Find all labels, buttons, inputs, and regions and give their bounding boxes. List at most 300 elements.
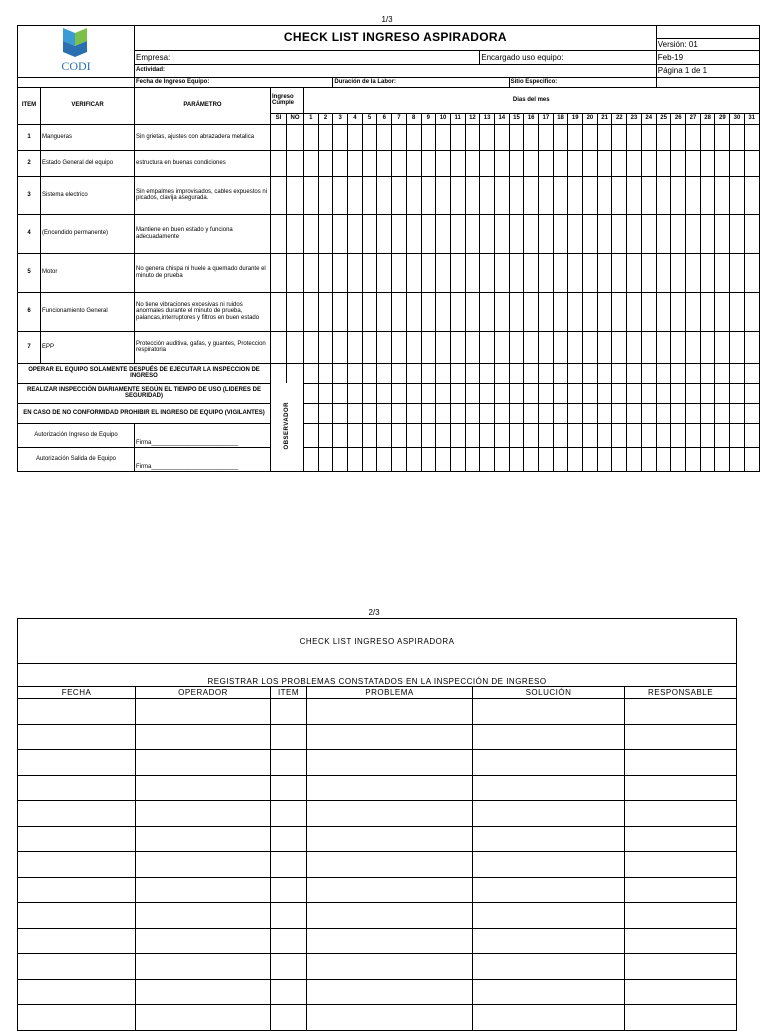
observer-cell[interactable] [304, 447, 319, 471]
log-cell[interactable] [18, 903, 136, 929]
check-cell[interactable] [583, 124, 598, 150]
observer-cell[interactable] [436, 363, 451, 383]
observer-cell[interactable] [715, 423, 730, 447]
observer-cell[interactable] [362, 423, 377, 447]
check-cell[interactable] [465, 176, 480, 214]
check-cell[interactable] [392, 124, 407, 150]
check-cell[interactable] [421, 331, 436, 363]
observer-cell[interactable] [494, 447, 509, 471]
check-cell[interactable] [715, 124, 730, 150]
check-cell[interactable] [671, 292, 686, 331]
observer-cell[interactable] [583, 403, 598, 423]
observer-cell[interactable] [568, 403, 583, 423]
log-cell[interactable] [271, 852, 307, 878]
check-cell[interactable] [392, 214, 407, 253]
check-cell[interactable] [583, 214, 598, 253]
check-cell[interactable] [362, 331, 377, 363]
observer-cell[interactable] [333, 363, 348, 383]
check-cell[interactable] [421, 292, 436, 331]
observer-cell[interactable] [730, 423, 745, 447]
check-cell[interactable] [583, 331, 598, 363]
check-cell[interactable] [450, 150, 465, 176]
observer-cell[interactable] [597, 447, 612, 471]
log-cell[interactable] [18, 750, 136, 776]
observer-cell[interactable] [436, 403, 451, 423]
check-cell[interactable] [436, 150, 451, 176]
log-cell[interactable] [18, 699, 136, 725]
check-cell[interactable] [480, 214, 495, 253]
observer-cell[interactable] [421, 423, 436, 447]
check-cell[interactable] [318, 292, 333, 331]
observer-cell[interactable] [730, 447, 745, 471]
observer-cell[interactable] [421, 383, 436, 403]
observer-cell[interactable] [304, 383, 319, 403]
log-cell[interactable] [473, 775, 625, 801]
log-cell[interactable] [307, 724, 473, 750]
log-cell[interactable] [625, 852, 737, 878]
log-cell[interactable] [136, 775, 271, 801]
check-cell[interactable] [612, 331, 627, 363]
log-cell[interactable] [625, 775, 737, 801]
log-cell[interactable] [271, 699, 307, 725]
log-cell[interactable] [271, 928, 307, 954]
check-cell[interactable] [348, 214, 363, 253]
check-cell[interactable] [436, 124, 451, 150]
check-cell[interactable] [612, 253, 627, 292]
log-cell[interactable] [307, 801, 473, 827]
log-cell[interactable] [18, 724, 136, 750]
check-cell[interactable] [465, 253, 480, 292]
check-cell[interactable] [597, 150, 612, 176]
observer-cell[interactable] [700, 423, 715, 447]
check-cell[interactable] [700, 150, 715, 176]
check-cell[interactable] [271, 292, 287, 331]
observer-cell[interactable] [450, 403, 465, 423]
check-cell[interactable] [271, 331, 287, 363]
observer-cell[interactable] [318, 447, 333, 471]
observer-cell[interactable] [333, 423, 348, 447]
observer-cell[interactable] [377, 447, 392, 471]
log-cell[interactable] [271, 903, 307, 929]
check-cell[interactable] [392, 253, 407, 292]
check-cell[interactable] [671, 214, 686, 253]
observer-cell[interactable] [509, 423, 524, 447]
check-cell[interactable] [318, 124, 333, 150]
firma-field[interactable]: Firma__________________________ [135, 423, 271, 447]
observer-cell[interactable] [568, 423, 583, 447]
check-cell[interactable] [392, 150, 407, 176]
check-cell[interactable] [509, 214, 524, 253]
observer-cell[interactable] [671, 403, 686, 423]
observer-cell[interactable] [553, 363, 568, 383]
check-cell[interactable] [568, 331, 583, 363]
observer-cell[interactable] [362, 447, 377, 471]
check-cell[interactable] [480, 331, 495, 363]
check-cell[interactable] [436, 176, 451, 214]
check-cell[interactable] [686, 292, 701, 331]
log-cell[interactable] [136, 954, 271, 980]
log-cell[interactable] [625, 699, 737, 725]
observer-cell[interactable] [700, 363, 715, 383]
observer-cell[interactable] [377, 363, 392, 383]
observer-cell[interactable] [406, 423, 421, 447]
check-cell[interactable] [553, 253, 568, 292]
check-cell[interactable] [392, 176, 407, 214]
observer-cell[interactable] [494, 403, 509, 423]
log-cell[interactable] [271, 826, 307, 852]
observer-cell[interactable] [509, 363, 524, 383]
log-cell[interactable] [625, 979, 737, 1005]
observer-cell[interactable] [568, 383, 583, 403]
log-cell[interactable] [307, 775, 473, 801]
observer-cell[interactable] [641, 403, 656, 423]
check-cell[interactable] [377, 331, 392, 363]
check-cell[interactable] [641, 124, 656, 150]
observer-cell[interactable] [553, 447, 568, 471]
observer-cell[interactable] [333, 447, 348, 471]
observer-cell[interactable] [377, 383, 392, 403]
check-cell[interactable] [304, 331, 319, 363]
check-cell[interactable] [583, 253, 598, 292]
log-cell[interactable] [18, 979, 136, 1005]
check-cell[interactable] [509, 253, 524, 292]
observer-cell[interactable] [744, 423, 759, 447]
check-cell[interactable] [744, 176, 759, 214]
observer-cell[interactable] [436, 383, 451, 403]
check-cell[interactable] [377, 214, 392, 253]
check-cell[interactable] [539, 150, 554, 176]
log-cell[interactable] [473, 877, 625, 903]
log-cell[interactable] [18, 928, 136, 954]
check-cell[interactable] [744, 214, 759, 253]
check-cell[interactable] [597, 253, 612, 292]
observer-cell[interactable] [524, 363, 539, 383]
check-cell[interactable] [553, 124, 568, 150]
log-cell[interactable] [625, 826, 737, 852]
log-cell[interactable] [18, 1005, 136, 1031]
check-cell[interactable] [744, 150, 759, 176]
check-cell[interactable] [392, 331, 407, 363]
observer-cell[interactable] [612, 447, 627, 471]
check-cell[interactable] [436, 292, 451, 331]
check-cell[interactable] [686, 176, 701, 214]
check-cell[interactable] [730, 253, 745, 292]
check-cell[interactable] [509, 150, 524, 176]
check-cell[interactable] [627, 150, 642, 176]
check-cell[interactable] [715, 150, 730, 176]
log-cell[interactable] [136, 979, 271, 1005]
observer-cell[interactable] [362, 403, 377, 423]
log-cell[interactable] [136, 928, 271, 954]
observer-cell[interactable] [524, 403, 539, 423]
observer-cell[interactable] [539, 403, 554, 423]
check-cell[interactable] [406, 253, 421, 292]
observer-cell[interactable] [627, 363, 642, 383]
observer-cell[interactable] [641, 447, 656, 471]
observer-cell[interactable] [333, 403, 348, 423]
check-cell[interactable] [287, 124, 304, 150]
observer-cell[interactable] [421, 363, 436, 383]
check-cell[interactable] [553, 292, 568, 331]
check-cell[interactable] [318, 214, 333, 253]
check-cell[interactable] [597, 176, 612, 214]
observer-cell[interactable] [612, 363, 627, 383]
observer-cell[interactable] [627, 423, 642, 447]
log-cell[interactable] [307, 877, 473, 903]
check-cell[interactable] [421, 214, 436, 253]
check-cell[interactable] [597, 292, 612, 331]
observer-cell[interactable] [392, 363, 407, 383]
check-cell[interactable] [362, 176, 377, 214]
check-cell[interactable] [480, 176, 495, 214]
observer-cell[interactable] [627, 447, 642, 471]
check-cell[interactable] [730, 124, 745, 150]
check-cell[interactable] [641, 331, 656, 363]
check-cell[interactable] [392, 292, 407, 331]
log-cell[interactable] [625, 954, 737, 980]
check-cell[interactable] [271, 253, 287, 292]
check-cell[interactable] [686, 124, 701, 150]
check-cell[interactable] [406, 150, 421, 176]
observer-cell[interactable] [421, 447, 436, 471]
observer-cell[interactable] [583, 447, 598, 471]
check-cell[interactable] [271, 214, 287, 253]
log-cell[interactable] [473, 979, 625, 1005]
log-cell[interactable] [18, 801, 136, 827]
check-cell[interactable] [715, 331, 730, 363]
observer-cell[interactable] [539, 363, 554, 383]
check-cell[interactable] [641, 214, 656, 253]
check-cell[interactable] [494, 124, 509, 150]
observer-cell[interactable] [715, 363, 730, 383]
log-cell[interactable] [136, 877, 271, 903]
log-cell[interactable] [625, 1005, 737, 1031]
check-cell[interactable] [553, 150, 568, 176]
check-cell[interactable] [553, 331, 568, 363]
check-cell[interactable] [671, 176, 686, 214]
check-cell[interactable] [421, 176, 436, 214]
check-cell[interactable] [362, 214, 377, 253]
check-cell[interactable] [686, 253, 701, 292]
check-cell[interactable] [627, 176, 642, 214]
observer-cell[interactable] [686, 363, 701, 383]
check-cell[interactable] [730, 150, 745, 176]
observer-cell[interactable] [671, 447, 686, 471]
check-cell[interactable] [318, 253, 333, 292]
check-cell[interactable] [377, 176, 392, 214]
check-cell[interactable] [612, 150, 627, 176]
observer-cell[interactable] [715, 383, 730, 403]
observer-cell[interactable] [480, 363, 495, 383]
check-cell[interactable] [362, 292, 377, 331]
check-cell[interactable] [304, 124, 319, 150]
check-cell[interactable] [744, 124, 759, 150]
log-cell[interactable] [136, 750, 271, 776]
log-cell[interactable] [18, 775, 136, 801]
log-cell[interactable] [473, 954, 625, 980]
check-cell[interactable] [730, 292, 745, 331]
check-cell[interactable] [287, 292, 304, 331]
observer-cell[interactable] [553, 423, 568, 447]
log-cell[interactable] [271, 877, 307, 903]
check-cell[interactable] [744, 331, 759, 363]
observer-cell[interactable] [744, 403, 759, 423]
check-cell[interactable] [686, 214, 701, 253]
check-cell[interactable] [450, 124, 465, 150]
check-cell[interactable] [627, 253, 642, 292]
observer-cell[interactable] [671, 423, 686, 447]
check-cell[interactable] [641, 253, 656, 292]
check-cell[interactable] [333, 150, 348, 176]
log-cell[interactable] [307, 979, 473, 1005]
observer-cell[interactable] [348, 363, 363, 383]
observer-cell[interactable] [509, 447, 524, 471]
observer-cell[interactable] [627, 403, 642, 423]
log-cell[interactable] [18, 877, 136, 903]
check-cell[interactable] [656, 214, 671, 253]
check-cell[interactable] [583, 292, 598, 331]
observer-cell[interactable] [480, 423, 495, 447]
check-cell[interactable] [627, 331, 642, 363]
observer-cell[interactable] [348, 423, 363, 447]
observer-cell[interactable] [392, 403, 407, 423]
check-cell[interactable] [656, 331, 671, 363]
observer-cell[interactable] [597, 363, 612, 383]
observer-cell[interactable] [348, 447, 363, 471]
log-cell[interactable] [473, 801, 625, 827]
check-cell[interactable] [494, 253, 509, 292]
check-cell[interactable] [539, 124, 554, 150]
observer-cell[interactable] [568, 447, 583, 471]
log-cell[interactable] [625, 750, 737, 776]
observer-cell[interactable] [686, 423, 701, 447]
check-cell[interactable] [539, 292, 554, 331]
observer-cell[interactable] [730, 403, 745, 423]
observer-cell[interactable] [730, 363, 745, 383]
check-cell[interactable] [348, 292, 363, 331]
observer-cell[interactable] [641, 383, 656, 403]
check-cell[interactable] [333, 292, 348, 331]
observer-cell[interactable] [450, 423, 465, 447]
log-cell[interactable] [271, 954, 307, 980]
log-cell[interactable] [18, 852, 136, 878]
observer-cell[interactable] [480, 383, 495, 403]
log-cell[interactable] [625, 724, 737, 750]
check-cell[interactable] [494, 150, 509, 176]
check-cell[interactable] [406, 124, 421, 150]
check-cell[interactable] [700, 176, 715, 214]
observer-cell[interactable] [362, 383, 377, 403]
check-cell[interactable] [348, 253, 363, 292]
observer-cell[interactable] [436, 423, 451, 447]
observer-cell[interactable] [656, 423, 671, 447]
log-cell[interactable] [473, 1005, 625, 1031]
check-cell[interactable] [671, 331, 686, 363]
check-cell[interactable] [583, 150, 598, 176]
observer-cell[interactable] [509, 403, 524, 423]
check-cell[interactable] [271, 150, 287, 176]
check-cell[interactable] [568, 150, 583, 176]
observer-cell[interactable] [656, 447, 671, 471]
check-cell[interactable] [671, 150, 686, 176]
check-cell[interactable] [700, 253, 715, 292]
check-cell[interactable] [715, 292, 730, 331]
check-cell[interactable] [656, 292, 671, 331]
check-cell[interactable] [377, 292, 392, 331]
observer-cell[interactable] [436, 447, 451, 471]
check-cell[interactable] [318, 331, 333, 363]
check-cell[interactable] [333, 331, 348, 363]
observer-cell[interactable] [318, 383, 333, 403]
check-cell[interactable] [304, 253, 319, 292]
log-cell[interactable] [473, 699, 625, 725]
check-cell[interactable] [583, 176, 598, 214]
observer-cell[interactable] [700, 447, 715, 471]
observer-cell[interactable] [641, 423, 656, 447]
observer-cell[interactable] [450, 383, 465, 403]
check-cell[interactable] [627, 292, 642, 331]
check-cell[interactable] [333, 253, 348, 292]
observer-cell[interactable] [465, 363, 480, 383]
observer-cell[interactable] [700, 383, 715, 403]
check-cell[interactable] [362, 253, 377, 292]
check-cell[interactable] [287, 214, 304, 253]
log-cell[interactable] [625, 877, 737, 903]
log-cell[interactable] [136, 699, 271, 725]
log-cell[interactable] [625, 801, 737, 827]
observer-cell[interactable] [671, 363, 686, 383]
check-cell[interactable] [362, 124, 377, 150]
observer-cell[interactable] [583, 363, 598, 383]
check-cell[interactable] [744, 253, 759, 292]
observer-cell[interactable] [392, 383, 407, 403]
log-cell[interactable] [473, 903, 625, 929]
log-cell[interactable] [271, 1005, 307, 1031]
check-cell[interactable] [509, 124, 524, 150]
observer-cell[interactable] [348, 403, 363, 423]
check-cell[interactable] [406, 176, 421, 214]
observer-cell[interactable] [304, 363, 319, 383]
log-cell[interactable] [271, 750, 307, 776]
check-cell[interactable] [553, 214, 568, 253]
observer-cell[interactable] [656, 363, 671, 383]
check-cell[interactable] [539, 253, 554, 292]
observer-cell[interactable] [524, 423, 539, 447]
observer-cell[interactable] [494, 383, 509, 403]
check-cell[interactable] [436, 214, 451, 253]
observer-cell[interactable] [612, 383, 627, 403]
check-cell[interactable] [421, 150, 436, 176]
log-cell[interactable] [18, 954, 136, 980]
check-cell[interactable] [539, 331, 554, 363]
observer-cell[interactable] [744, 447, 759, 471]
check-cell[interactable] [450, 253, 465, 292]
check-cell[interactable] [494, 331, 509, 363]
check-cell[interactable] [287, 176, 304, 214]
check-cell[interactable] [597, 331, 612, 363]
observer-cell[interactable] [744, 363, 759, 383]
check-cell[interactable] [730, 214, 745, 253]
check-cell[interactable] [700, 292, 715, 331]
observer-cell[interactable] [465, 447, 480, 471]
check-cell[interactable] [715, 176, 730, 214]
check-cell[interactable] [524, 253, 539, 292]
log-cell[interactable] [473, 852, 625, 878]
check-cell[interactable] [597, 124, 612, 150]
observer-cell[interactable] [480, 447, 495, 471]
check-cell[interactable] [509, 176, 524, 214]
observer-cell[interactable] [539, 383, 554, 403]
